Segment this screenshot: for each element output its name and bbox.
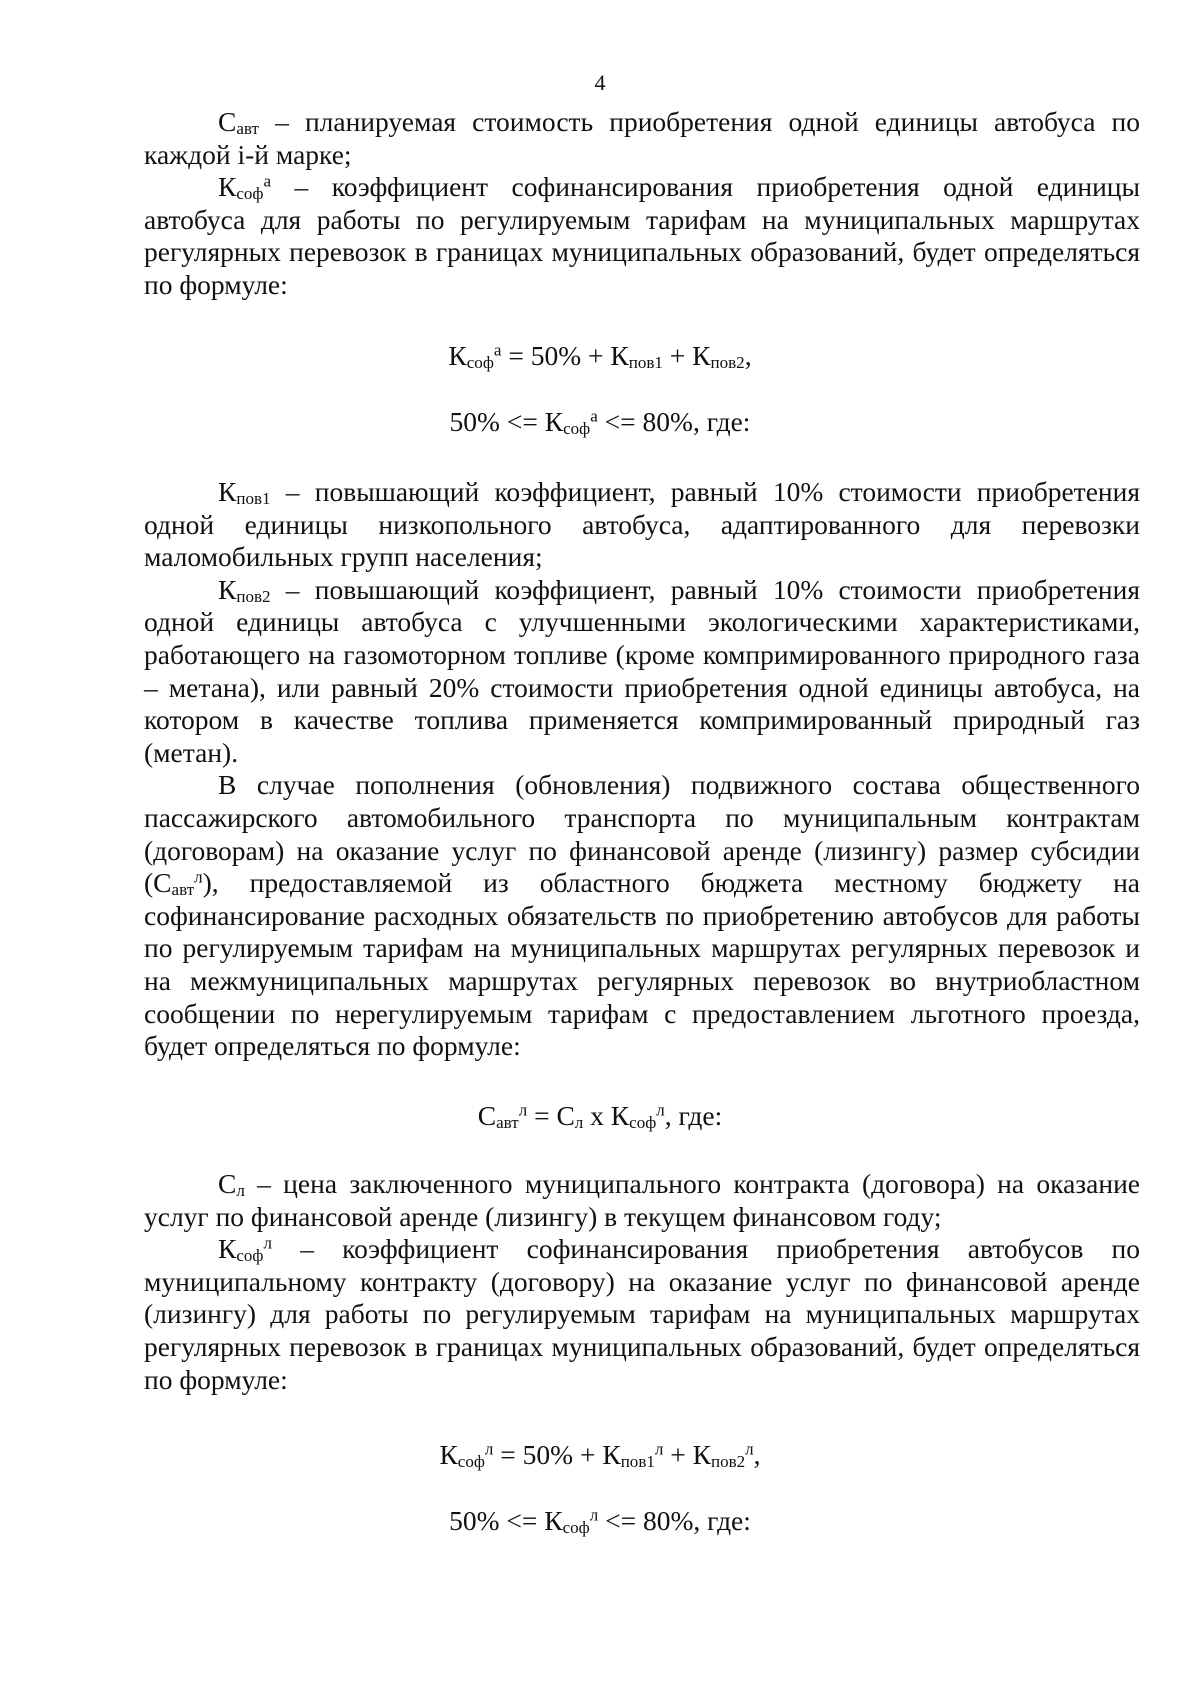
definition-text: – повышающий коэффициент, равный 10% стоимости приобретения одной единицы автобуса с улучшенными экологическими характеристиками, работающего на газомоторном топливе (кроме компримированного природного газа – метана), или равный 20% стоимости приобретения одной единицы автобуса, на котором в качестве топлива применяется компримированный природный газ (метан). bbox=[144, 573, 1140, 768]
definition-c-l bbox=[144, 1168, 1140, 1233]
symbol-subscript: авт bbox=[171, 880, 195, 900]
symbol-superscript: л bbox=[194, 867, 203, 887]
formula-subscript: соф bbox=[466, 353, 494, 373]
definition-text: – коэффициент софинансирования приобретения одной единицы автобуса для работы по регулируемым тарифам на муниципальных маршрутах регулярных перевозок в границах муниципальных образований, будет определяться по формуле: bbox=[144, 171, 1140, 300]
formula-superscript: а bbox=[493, 340, 502, 360]
definition-k-sof-a bbox=[144, 171, 1140, 301]
formula-text: = bbox=[527, 1100, 557, 1131]
formula-symbol: К bbox=[692, 1439, 711, 1470]
definition-k-sof-l bbox=[144, 1233, 1140, 1396]
symbol-c: С bbox=[153, 867, 172, 899]
formula-symbol: К bbox=[448, 340, 467, 371]
formula-text: 50% <= bbox=[449, 406, 545, 437]
formula-symbol: К bbox=[439, 1439, 458, 1470]
formula-subscript: соф bbox=[629, 1113, 657, 1133]
formula-text: <= 80%, где: bbox=[598, 1505, 751, 1536]
symbol-subscript: авт bbox=[236, 119, 259, 139]
formula-text: х bbox=[583, 1100, 611, 1131]
formula-superscript: л bbox=[484, 1439, 494, 1459]
formula-symbol: К bbox=[692, 340, 711, 371]
formula-symbol: К bbox=[544, 406, 564, 437]
definitions-block-2 bbox=[144, 476, 1140, 1063]
formula-text: + bbox=[662, 340, 693, 371]
formula-text: , bbox=[744, 340, 752, 371]
formula-range-l bbox=[0, 1505, 1200, 1537]
paragraph-leasing-subsidy bbox=[144, 769, 1140, 1062]
formula-k-sof-l bbox=[0, 1439, 1200, 1471]
paragraph-text: ), предоставляемой из областного бюджета местному бюджету на софинансирование расходных обязательств по приобретению автобусов для работы по регулируемым тарифам на муниципальных маршрутах регулярных перевозок и на межмуниципальных маршрутах регулярных перевозок во внутриобластном сообщении по нерегулируемым тарифам с предоставлением льготного проезда, будет определяться по формуле: bbox=[144, 867, 1140, 1062]
definitions-block-1 bbox=[144, 106, 1140, 302]
paragraph-text: В случае пополнения (обновления) подвижного состава общественного пассажирского автомобильного транспорта по муниципальным контрактам (договорам) на оказание услуг по финансовой аренде (лизингу) размер субсидии ( bbox=[144, 769, 1140, 899]
formula-subscript: пов2 bbox=[710, 1452, 746, 1472]
formula-symbol: К bbox=[610, 1100, 630, 1131]
formula-superscript: л bbox=[589, 1505, 599, 1525]
symbol-subscript: пов2 bbox=[236, 586, 271, 606]
formula-superscript: л bbox=[654, 1439, 664, 1459]
formula-superscript: л bbox=[518, 1100, 528, 1120]
symbol-subscript: соф bbox=[236, 184, 264, 204]
formula-subscript: соф bbox=[562, 1518, 590, 1538]
definitions-block-3 bbox=[144, 1168, 1140, 1396]
symbol-k: К bbox=[218, 476, 237, 507]
page-number: 4 bbox=[594, 70, 606, 95]
symbol-k: К bbox=[218, 573, 237, 605]
formula-subscript: соф bbox=[563, 419, 591, 439]
formula-symbol: К bbox=[610, 340, 629, 371]
formula-range-a bbox=[0, 406, 1200, 438]
formula-text: = 50% + bbox=[501, 340, 611, 371]
formula-symbol: К bbox=[544, 1505, 563, 1536]
formula-subscript: соф bbox=[457, 1452, 485, 1472]
symbol-superscript: л bbox=[263, 1233, 272, 1253]
formula-text: , где: bbox=[664, 1100, 723, 1131]
formula-symbol: К bbox=[602, 1439, 621, 1470]
symbol-subscript: л bbox=[236, 1181, 245, 1201]
formula-superscript: л bbox=[656, 1100, 665, 1120]
symbol-k: К bbox=[218, 1233, 237, 1265]
symbol-c: С bbox=[218, 106, 237, 137]
formula-subscript: авт bbox=[496, 1113, 519, 1133]
formula-subscript: л bbox=[574, 1113, 584, 1133]
formula-superscript: а bbox=[590, 406, 598, 426]
symbol-k: К bbox=[218, 171, 237, 203]
definition-c-avt bbox=[144, 106, 1140, 171]
definition-k-pov1 bbox=[144, 476, 1140, 574]
formula-text: , bbox=[753, 1439, 761, 1470]
definition-k-pov2 bbox=[144, 574, 1140, 770]
formula-c-avt-l bbox=[0, 1100, 1200, 1132]
formula-text: + bbox=[663, 1439, 693, 1470]
formula-superscript: л bbox=[745, 1439, 754, 1459]
formula-text: <= 80%, где: bbox=[597, 406, 751, 437]
formula-symbol: С bbox=[556, 1100, 575, 1131]
symbol-c: С bbox=[218, 1168, 237, 1199]
formula-text: 50% <= bbox=[449, 1505, 545, 1536]
symbol-subscript: соф bbox=[236, 1246, 264, 1266]
symbol-superscript: а bbox=[263, 171, 272, 191]
formula-k-sof-a bbox=[0, 340, 1200, 372]
definition-text: – цена заключенного муниципального контракта (договора) на оказание услуг по финансовой аренде (лизингу) в текущем финансовом году; bbox=[144, 1168, 1140, 1232]
formula-symbol: С bbox=[477, 1100, 497, 1131]
symbol-subscript: пов1 bbox=[236, 489, 271, 509]
definition-text: – коэффициент софинансирования приобретения автобусов по муниципальному контракту (договору) на оказание услуг по финансовой аренде (лизингу) для работы по регулируемым тарифам на муниципальных маршрутах регулярных перевозок в границах муниципальных образований, будет определяться по формуле: bbox=[144, 1233, 1140, 1395]
formula-subscript: пов2 bbox=[710, 353, 745, 373]
formula-text: = 50% + bbox=[493, 1439, 603, 1470]
formula-subscript: пов1 bbox=[628, 353, 663, 373]
formula-subscript: пов1 bbox=[620, 1452, 655, 1472]
definition-text: – планируемая стоимость приобретения одной единицы автобуса по каждой i-й марке; bbox=[144, 106, 1140, 170]
definition-text: – повышающий коэффициент, равный 10% стоимости приобретения одной единицы низкопольного автобуса, адаптированного для перевозки маломобильных групп населения; bbox=[144, 476, 1140, 573]
